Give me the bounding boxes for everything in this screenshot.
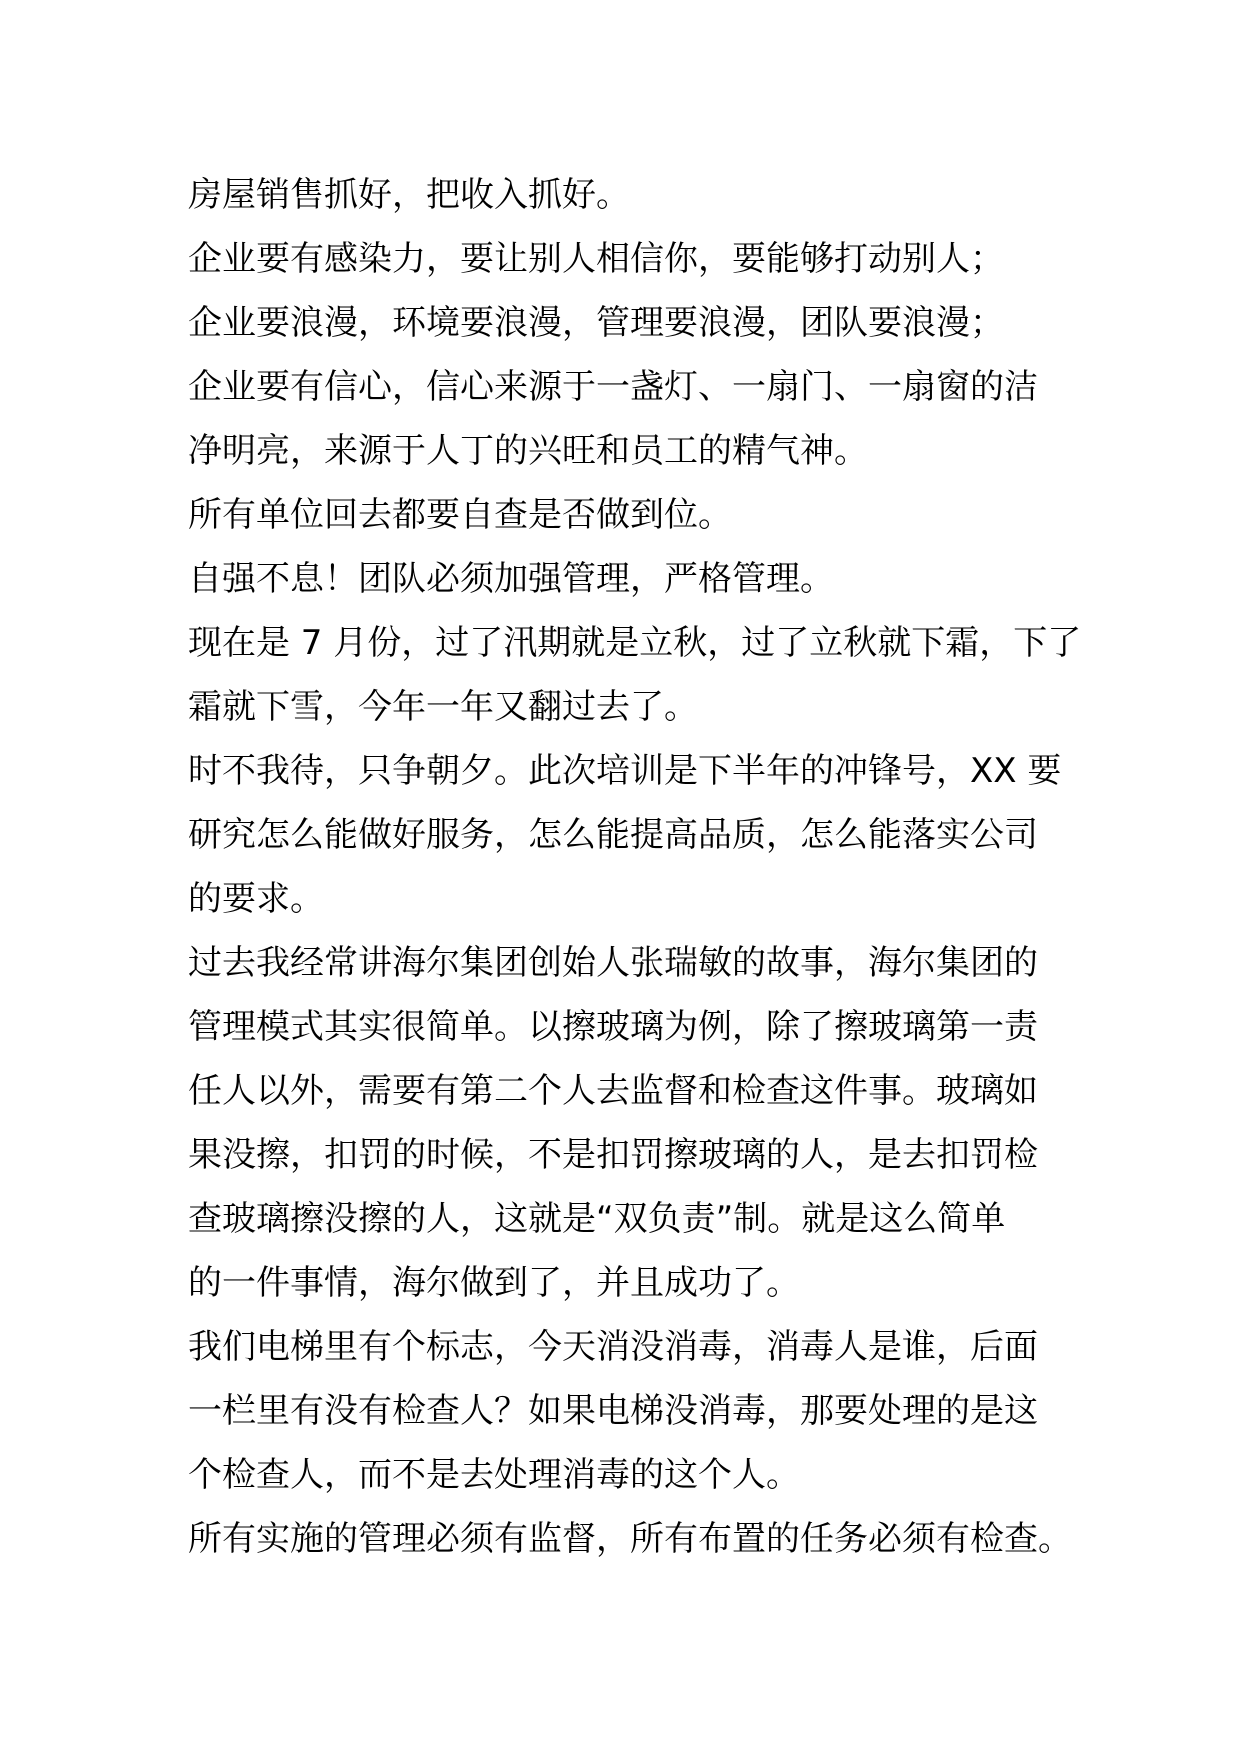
text-line: 的一件事情，海尔做到了，并且成功了。 — [188, 1263, 800, 1303]
text-line: 自强不息！团队必须加强管理，严格管理。 — [188, 559, 834, 599]
text-line: 现在是 7 月份，过了汛期就是立秋，过了立秋就下霜，下了 — [188, 623, 1082, 663]
text-line: 个检查人，而不是去处理消毒的这个人。 — [188, 1455, 800, 1495]
document-body — [188, 163, 1082, 1571]
text-line: 时不我待，只争朝夕。此次培训是下半年的冲锋号，XX 要 — [188, 751, 1062, 791]
text-line: 房屋销售抓好，把收入抓好。 — [188, 175, 630, 215]
text-line: 所有单位回去都要自查是否做到位。 — [188, 495, 732, 535]
text-line: 我们电梯里有个标志，今天消没消毒，消毒人是谁，后面 — [188, 1327, 1038, 1367]
text-line: 过去我经常讲海尔集团创始人张瑞敏的故事，海尔集团的 — [188, 943, 1038, 983]
text-line: 所有实施的管理必须有监督，所有布置的任务必须有检查。 — [188, 1519, 1072, 1559]
text-line: 企业要有信心，信心来源于一盏灯、一扇门、一扇窗的洁 — [188, 367, 1038, 407]
text-line: 查玻璃擦没擦的人，这就是“双负责”制。就是这么简单 — [188, 1199, 1006, 1239]
text-line: 企业要有感染力，要让别人相信你，要能够打动别人； — [188, 239, 1004, 279]
text-line: 霜就下雪，今年一年又翻过去了。 — [188, 687, 698, 727]
text-line: 果没擦，扣罚的时候，不是扣罚擦玻璃的人，是去扣罚检 — [188, 1135, 1038, 1175]
text-line: 净明亮，来源于人丁的兴旺和员工的精气神。 — [188, 431, 868, 471]
text-line: 管理模式其实很简单。以擦玻璃为例，除了擦玻璃第一责 — [188, 1007, 1038, 1047]
text-line: 任人以外，需要有第二个人去监督和检查这件事。玻璃如 — [188, 1071, 1038, 1111]
text-line: 一栏里有没有检查人？如果电梯没消毒，那要处理的是这 — [188, 1391, 1038, 1431]
text-line: 的要求。 — [188, 879, 324, 919]
text-line: 研究怎么能做好服务，怎么能提高品质，怎么能落实公司 — [188, 815, 1038, 855]
text-line: 企业要浪漫，环境要浪漫，管理要浪漫，团队要浪漫； — [188, 303, 1004, 343]
